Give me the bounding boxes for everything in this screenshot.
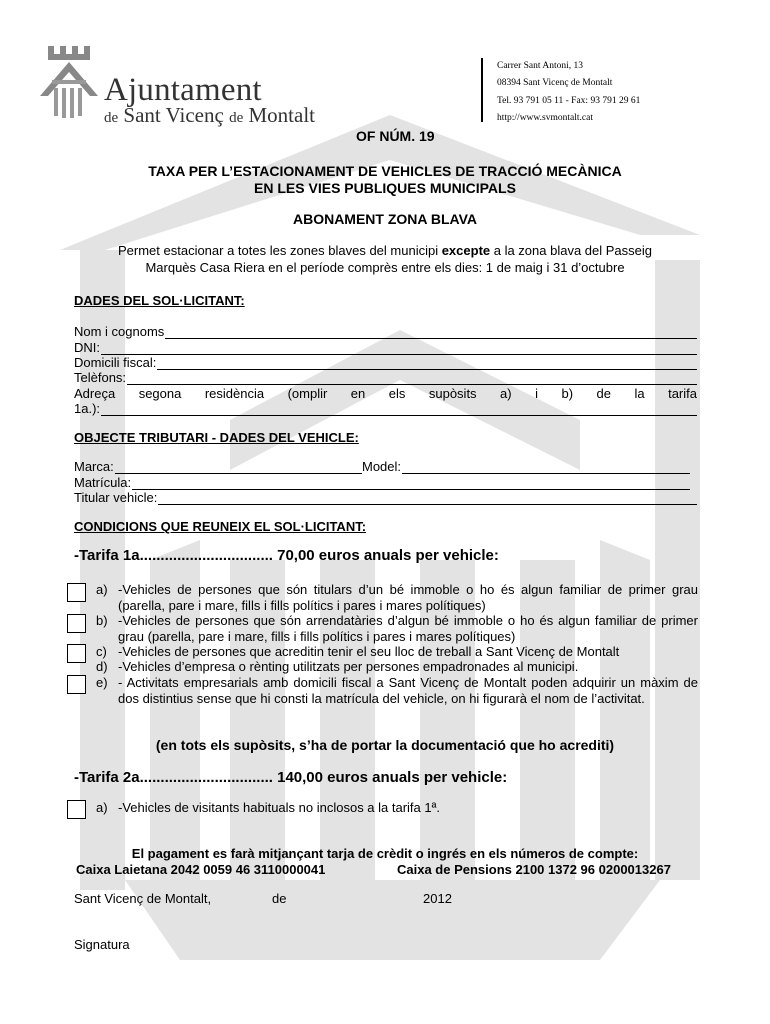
signature-label: Signatura xyxy=(74,937,130,952)
year-label: 2012 xyxy=(423,891,452,906)
address-website: http://www.svmontalt.cat xyxy=(497,113,593,123)
brand-field[interactable]: Marca: xyxy=(74,459,362,474)
title-line-2: EN LES VIES PUBLIQUES MUNICIPALS xyxy=(254,180,516,196)
owner-field[interactable]: Titular vehicle: xyxy=(74,490,697,505)
list-item: a) -Vehicles de visitants habituals no inclosos a la tarifa 1ª. xyxy=(96,800,441,815)
model-field[interactable]: Model: xyxy=(362,459,690,474)
checkbox-tariff1-b[interactable] xyxy=(67,614,86,633)
logo-town: de Sant Vicenç de Montalt xyxy=(104,103,315,127)
phones-field[interactable]: Telèfons: xyxy=(74,370,697,385)
checkbox-tariff1-d[interactable] xyxy=(67,675,86,694)
title-line-1: TAXA PER L’ESTACIONAMENT DE VEHICLES DE TRACCIÓ MECÀNICA xyxy=(148,163,622,179)
address-postal: 08394 Sant Vicenç de Montalt xyxy=(497,78,613,88)
checkbox-tariff1-a[interactable] xyxy=(67,583,86,602)
tariff-1-heading: -Tarifa 1a................................ 70,00 euros anuals per vehicle: xyxy=(74,547,499,564)
account-caixa-pensions: Caixa de Pensions 2100 1372 96 0200013267 xyxy=(397,862,671,877)
date-de-label: de xyxy=(272,891,287,906)
list-item: e) - Activitats empresarials amb domicili fiscal a Sant Vicenç de Montalt poden adquirir un màxim de dos distintius sense que hi consti la matrícula del vehicle, on hi figurarà el nom de l’activitat. xyxy=(96,675,698,706)
address-street: Carrer Sant Antoni, 13 xyxy=(497,61,584,71)
payment-line: El pagament es farà mitjançant tarja de crèdit o ingrés en els números de compte: xyxy=(131,846,639,861)
account-caixa-laietana: Caixa Laietana 2042 0059 46 3110000041 xyxy=(76,862,326,877)
place-label: Sant Vicenç de Montalt, xyxy=(74,891,212,906)
logo-title: Ajuntament xyxy=(104,72,262,108)
address-phone: Tel. 93 791 05 11 - Fax: 93 791 29 61 xyxy=(497,96,641,106)
dni-field[interactable]: DNI: xyxy=(74,340,697,355)
applicant-heading: DADES DEL SOL·LICITANT: xyxy=(74,293,245,308)
list-item: d) -Vehicles d’empresa o rènting utilitzats per persones empadronades al municipi. xyxy=(96,659,579,674)
name-field[interactable]: Nom i cognoms xyxy=(74,324,697,339)
second-address-field[interactable]: 1a.): xyxy=(74,401,697,416)
plate-field[interactable]: Matrícula: xyxy=(74,475,690,490)
checkbox-tariff1-c[interactable] xyxy=(67,644,86,663)
list-item: b) -Vehicles de persones que són arrendatàries d’algun bé immoble o ho és algun familiar de primer grau (parella, pare i mare, fills i fills polítics i pares i mares polítiques) xyxy=(96,613,698,644)
town-crest-icon xyxy=(38,44,102,124)
tariff-2-heading: -Tarifa 2a................................ 140,00 euros anuals per vehicle: xyxy=(74,769,508,786)
header-divider xyxy=(481,58,483,122)
permit-line-1: Permet estacionar a totes les zones blaves del municipi excepte a la zona blava del Passeig xyxy=(117,243,653,258)
subtitle: ABONAMENT ZONA BLAVA xyxy=(292,211,478,227)
list-item: a) -Vehicles de persones que són titulars d’un bé immoble o ho és algun familiar de primer grau (parella, pare i mare, fills i fills polítics i pares i mares polítiques) xyxy=(96,582,698,613)
second-address-label: Adreça segona residència (omplir en els supòsits a) i b) de la tarifa xyxy=(74,386,697,401)
vehicle-heading: OBJECTE TRIBUTARI - DADES DEL VEHICLE: xyxy=(74,430,359,445)
conditions-heading: CONDICIONS QUE REUNEIX EL SOL·LICITANT: xyxy=(74,519,367,534)
fiscal-address-field[interactable]: Domicili fiscal: xyxy=(74,355,697,370)
form-number: OF NÚM. 19 xyxy=(356,128,435,144)
list-item: c) -Vehicles de persones que acreditin tenir el seu lloc de treball a Sant Vicenç de Montalt xyxy=(96,644,620,659)
permit-line-2: Marquès Casa Riera en el període comprès entre els dies: 1 de maig i 31 d’octubre xyxy=(145,260,625,275)
checkbox-tariff2-a[interactable] xyxy=(67,800,86,819)
documentation-note: (en tots els supòsits, s’ha de portar la documentació que ho acrediti) xyxy=(155,737,615,753)
